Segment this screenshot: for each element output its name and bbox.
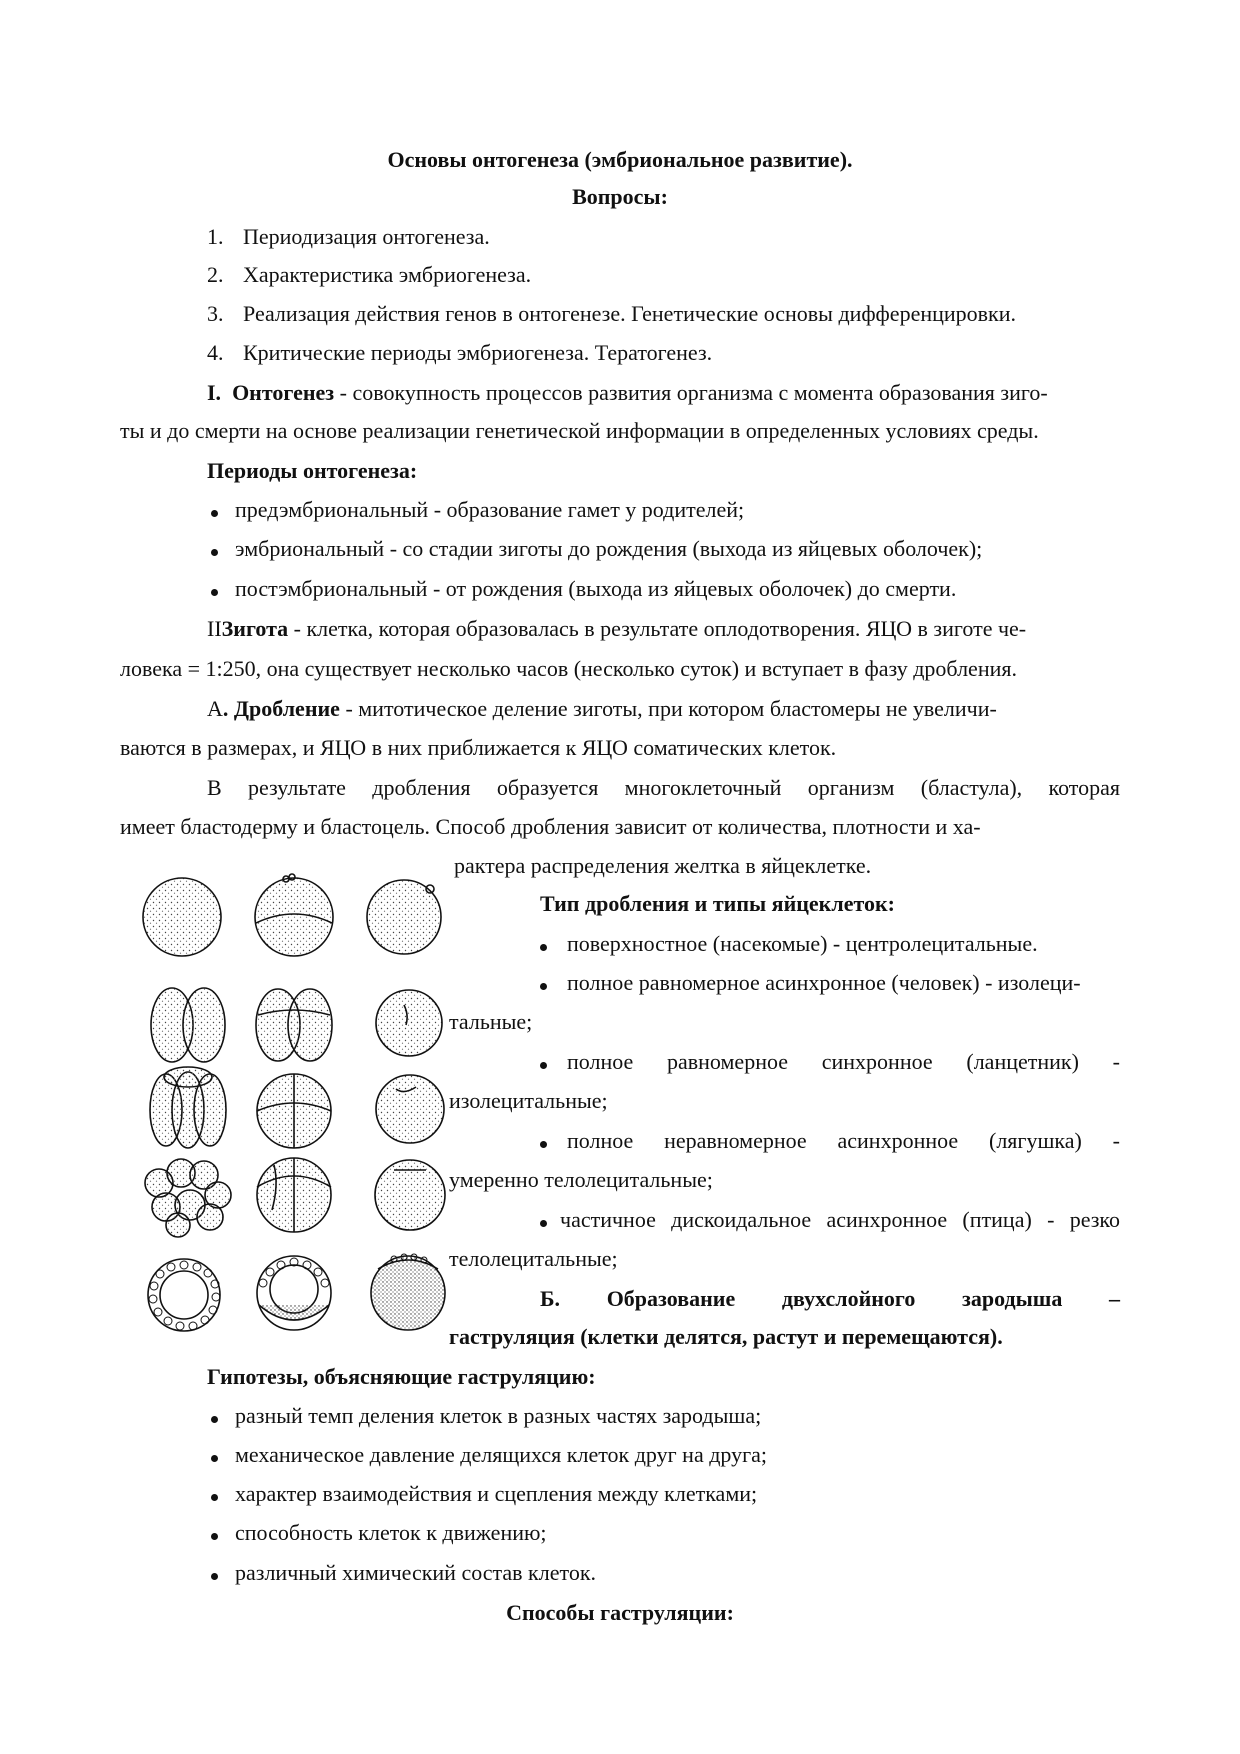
- question-text: Характеристика эмбриогенеза.: [243, 262, 532, 287]
- question-number: 4.: [207, 340, 224, 365]
- question-text: Реализация действия генов в онтогенезе. Генетические основы дифференцировки.: [243, 301, 1017, 326]
- section-mark: А: [207, 696, 223, 721]
- bullet-icon: [540, 944, 547, 951]
- term-cleavage: . Дробление: [222, 696, 340, 721]
- term-ontogenesis: Онтогенез: [232, 380, 335, 405]
- hypotheses-heading: Гипотезы, объясняющие гаструляцию:: [207, 1364, 596, 1389]
- bullet-icon: [540, 983, 547, 990]
- blastomere: [197, 1204, 223, 1230]
- gastrulation-line-1: Б. Образование двухслойного зародыша –: [540, 1286, 1120, 1311]
- hypothesis-item: разный темп деления клеток в разных частях зародыша;: [235, 1403, 762, 1428]
- cleavage-type-line-1: частичное дискоидальное асинхронное (птица) - резко: [560, 1207, 1120, 1232]
- hypothesis-item: характер взаимодействия и сцепления между клетками;: [235, 1481, 758, 1506]
- bullet-icon: [540, 1141, 547, 1148]
- zygote-cell: [143, 878, 221, 956]
- bullet-icon: [211, 510, 218, 517]
- question-text: Периодизация онтогенеза.: [243, 224, 490, 249]
- document-title: Основы онтогенеза (эмбриональное развитие).: [387, 147, 853, 172]
- period-item: постэмбриональный - от рождения (выхода из яйцевых оболочек) до смерти.: [235, 576, 957, 601]
- cleavage-line-2: ваются в размерах, и ЯЦО в них приближается к ЯЦО соматических клеток.: [120, 735, 837, 760]
- periods-heading: Периоды онтогенеза:: [207, 458, 418, 483]
- bullet-icon: [540, 1062, 547, 1069]
- bullet-icon: [211, 1416, 218, 1423]
- zygote-cell: [255, 878, 333, 956]
- definition-text: - клетка, которая образовалась в результате оплодотворения. ЯЦО в зиготе че-: [288, 616, 1027, 641]
- blastomere: [376, 1075, 444, 1143]
- hypothesis-item: механическое давление делящихся клеток друг на друга;: [235, 1442, 768, 1467]
- ontogenesis-line-1: [207, 379, 1048, 407]
- blastula-line-1: В результате дробления образуется многоклеточный организм (бластула), которая: [207, 775, 1120, 800]
- ontogenesis-line-2: ты и до смерти на основе реализации генетической информации в определенных условиях среды.: [120, 418, 1039, 443]
- blastomere: [376, 990, 442, 1056]
- blastula-line-2: имеет бластодерму и бластоцель. Способ дробления зависит от количества, плотности и ха-: [120, 814, 981, 839]
- cleavage-type-line-1: полное неравномерное асинхронное (лягушка) -: [567, 1128, 1120, 1153]
- question-text: Критические периоды эмбриогенеза. Тератогенез.: [243, 340, 713, 365]
- zygote-line-2: ловека = 1:250, она существует несколько часов (несколько суток) и вступает в фазу дробления.: [120, 656, 1017, 681]
- blastomere: [164, 1067, 212, 1087]
- bullet-icon: [211, 589, 218, 596]
- blastula-line-3: рактера распределения желтка в яйцеклетке.: [454, 853, 872, 878]
- period-item: предэмбриональный - образование гамет у родителей;: [235, 497, 745, 522]
- cleavage-type-line-2: изолецитальные;: [449, 1088, 608, 1113]
- cleavage-type-line-1: полное равномерное синхронное (ланцетник) -: [567, 1049, 1120, 1074]
- bullet-icon: [211, 1455, 218, 1462]
- cleavage-types-heading: Тип дробления и типы яйцеклеток:: [540, 891, 895, 916]
- definition-text: - митотическое деление зиготы, при котором бластомеры не увеличи-: [339, 696, 997, 721]
- section-mark: II: [207, 616, 222, 641]
- gastrulation-line-2: гаструляция (клетки делятся, растут и перемещаются).: [449, 1324, 1003, 1349]
- blastomere: [183, 988, 225, 1062]
- zygote-cell: [367, 880, 441, 954]
- definition-text: - совокупность процессов развития организма с момента образования зиго-: [334, 380, 1048, 405]
- bullet-icon: [211, 1533, 218, 1540]
- cleavage-type-line-1: полное равномерное асинхронное (человек) - изолеци-: [567, 970, 1081, 995]
- hypothesis-item: способность клеток к движению;: [235, 1520, 547, 1545]
- cleavage-stages-illustration: [134, 865, 452, 1335]
- hypothesis-item: различный химический состав клеток.: [235, 1560, 597, 1585]
- blastomere: [166, 1213, 190, 1237]
- bullet-icon: [540, 1220, 547, 1227]
- cleavage-line-1: [207, 695, 997, 723]
- bullet-icon: [211, 549, 218, 556]
- cleavage-type-line-2: умеренно телолецитальные;: [449, 1167, 713, 1192]
- blastomere: [288, 989, 332, 1061]
- questions-heading: Вопросы:: [572, 184, 668, 209]
- cleavage-type-line-2: телолецитальные;: [449, 1246, 618, 1271]
- term-zygote: Зигота: [221, 616, 289, 641]
- zygote-line-1: [207, 615, 1026, 643]
- question-number: 1.: [207, 224, 224, 249]
- gastrulation-methods-heading: Способы гаструляции:: [506, 1600, 734, 1625]
- bullet-icon: [211, 1494, 218, 1501]
- question-number: 2.: [207, 262, 224, 287]
- section-mark: I.: [207, 380, 222, 405]
- cleavage-type-line-2: тальные;: [449, 1009, 533, 1034]
- question-number: 3.: [207, 301, 224, 326]
- cleavage-type-line-1: поверхностное (насекомые) - центролецитальные.: [567, 931, 1038, 956]
- bullet-icon: [211, 1573, 218, 1580]
- period-item: эмбриональный - со стадии зиготы до рождения (выхода из яйцевых оболочек);: [235, 536, 983, 561]
